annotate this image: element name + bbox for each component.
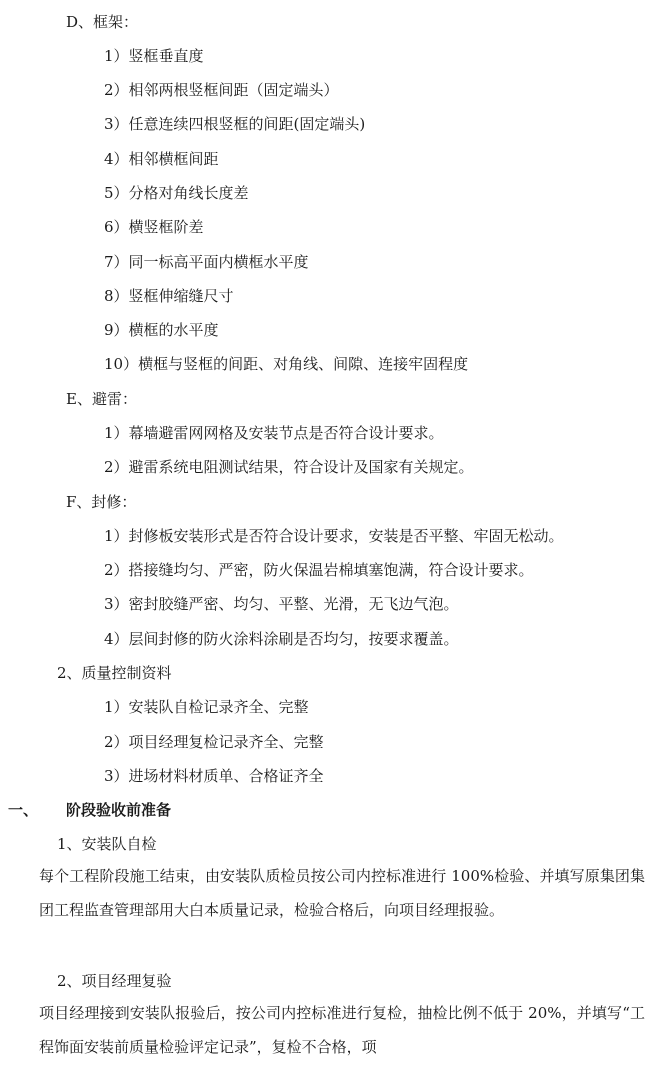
section-f-item: 1）封修板安装形式是否符合设计要求，安装是否平整、牢固无松动。 [104,527,564,545]
section-f-item: 2）搭接缝均匀、严密，防火保温岩棉填塞饱满，符合设计要求。 [104,561,534,579]
section-d-item: 6）横竖框阶差 [104,218,204,236]
section-d-item: 5）分格对角线长度差 [104,184,249,202]
section-d-item: 2）相邻两根竖框间距（固定端头） [104,81,339,99]
quality-control-item: 1）安装队自检记录齐全、完整 [104,698,309,716]
self-check-body: 每个工程阶段施工结束，由安装队质检员按公司内控标准进行 100%检验、并填写原集团集团工程监查管理部用大白本质量记录，检验合格后，向项目经理报验。 [39,867,645,919]
section-f-item: 4）层间封修的防火涂料涂刷是否均匀，按要求覆盖。 [104,630,459,648]
pm-check-body: 项目经理接到安装队报验后，按公司内控标准进行复检，抽检比例不低于 20%，并填写“工程饰面安装前质量检验评定记录”，复检不合格，项 [39,1004,645,1056]
section-d-item: 8）竖框伸缩缝尺寸 [104,287,234,305]
quality-control-item: 3）进场材料材质单、合格证齐全 [104,767,324,785]
section-d-item: 7）同一标高平面内横框水平度 [104,253,309,271]
section-d-item: 1）竖框垂直度 [104,47,204,65]
section-f-heading: F、封修： [66,493,137,511]
section-d-item: 9）横框的水平度 [104,321,219,339]
section-d-item: 4）相邻横框间距 [104,150,219,168]
quality-control-heading: 2、质量控制资料 [57,664,172,682]
section-d-item: 3）任意连续四根竖框的间距(固定端头) [104,115,366,133]
pm-check-heading: 2、项目经理复验 [57,972,172,990]
section-e-heading: E、避雷： [66,390,137,408]
chapter-title: 阶段验收前准备 [66,801,172,819]
section-e-item: 1）幕墙避雷网网格及安装节点是否符合设计要求。 [104,424,444,442]
section-e-item: 2）避雷系统电阻测试结果，符合设计及国家有关规定。 [104,458,474,476]
section-d-item: 10）横框与竖框的间距、对角线、间隙、连接牢固程度 [104,355,469,373]
section-f-item: 3）密封胶缝严密、均匀、平整、光滑，无飞边气泡。 [104,595,459,613]
chapter-number: 一、 [8,801,39,819]
section-d-heading: D、框架： [66,13,139,31]
self-check-heading: 1、安装队自检 [57,835,157,853]
quality-control-item: 2）项目经理复检记录齐全、完整 [104,733,324,751]
